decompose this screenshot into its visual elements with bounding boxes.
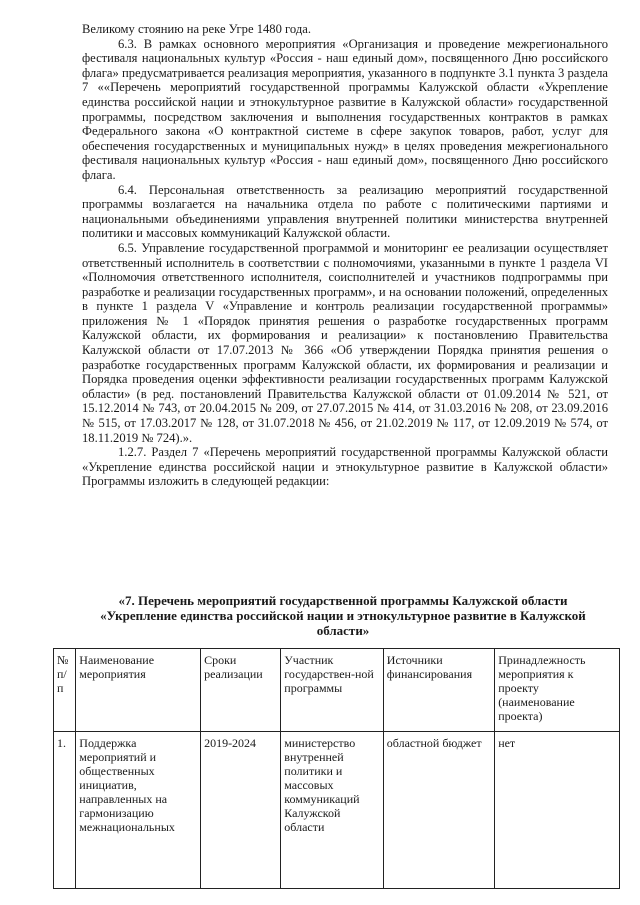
measures-table (53, 648, 620, 889)
paragraph-1-2-7: 1.2.7. Раздел 7 «Перечень мероприятий государственной программы Калужской области «Укрепление единства российской нации и этнокультурное развитие в Калужской области» Программы изложить в следующей редакции: (82, 445, 608, 489)
document-body (82, 22, 608, 489)
header-measure-name: Наименование мероприятия (76, 649, 201, 732)
cell-number: 1. (54, 732, 76, 889)
cell-project: нет (495, 732, 620, 889)
header-project: Принадлежность мероприятия к проекту (наименование проекта) (495, 649, 620, 732)
table-row (54, 732, 620, 889)
intro-line: Великому стоянию на реке Угре 1480 года. (82, 22, 311, 36)
header-period: Сроки реализации (201, 649, 281, 732)
section-heading-line-1: «7. Перечень мероприятий государственной программы Калужской области (118, 593, 568, 608)
cell-period: 2019-2024 (201, 732, 281, 889)
section-heading-line-3: области» (316, 623, 370, 638)
paragraph-6-3: 6.3. В рамках основного мероприятия «Организация и проведение межрегионального фестиваля национальных культур «Россия - наш единый дом», посвященного Дню российского флага» предусматривается реализация мероприятия, указанного в подпункте 3.1 пункта 3 раздела 7 ««Перечень мероприятий государственной программы Калужской области «Укрепление единства российской нации и этнокультурное развитие в Калужской области» государственной программы, посредством заключения и выполнения государственных контрактов в рамках Федерального закона «О контрактной системе в сфере закупок товаров, работ, услуг для обеспечения государственных и муниципальных нужд» в целях проведения межрегионального фестиваля национальных культур «Россия - наш единый дом», посвященного Дню российского флага. (82, 36, 608, 182)
cell-participant: министерство внутренней политики и массовых коммуникаций Калужской области (281, 732, 384, 889)
cell-funding-source: областной бюджет (383, 732, 494, 889)
paragraph-6-5: 6.5. Управление государственной программой и мониторинг ее реализации осуществляет ответственный исполнитель в соответствии с полномочиями, указанными в пункте 1 раздела VI «Полномочия ответственного исполнителя, соисполнителей и участников подпрограммы при разработке и реализации государственных программ», и на основании положений, определенных в пункте 1 раздела V «Управление и контроль реализации государственной программы» приложения № 1 «Порядок принятия решения о разработке государственных программ Калужской области, их формирования и реализации» к постановлению Правительства Калужской области от 17.07.2013 № 366 «Об утверждении Порядка принятия решения о разработке государственных программ Калужской области, их формирования и реализации и Порядка проведения оценки эффективности реализации государственных программ Калужской области» (в ред. постановлений Правительства Калужской области от 01.09.2014 № 521, от 15.12.2014 № 743, от 20.04.2015 № 209, от 27.07.2015 № 414, от 31.03.2016 № 208, от 23.09.2016 № 515, от 17.03.2017 № 128, от 31.07.2018 № 456, от 21.02.2019 № 117, от 12.09.2019 № 574, от 18.11.2019 № 724).». (82, 240, 608, 445)
header-number: № п/п (54, 649, 76, 732)
paragraph-6-4: 6.4. Персональная ответственность за реализацию мероприятий государственной программы возлагается на начальника отдела по работе с политическими партиями и национальными объединениями управления внутренней политики министерства внутренней политики и массовых коммуникаций Калужской области. (82, 182, 608, 241)
table-header-row (54, 649, 620, 732)
header-participant: Участник государствен-ной программы (281, 649, 384, 732)
header-funding-source: Источники финансирования (383, 649, 494, 732)
section-heading (70, 593, 616, 638)
section-heading-line-2: «Укрепление единства российской нации и этнокультурное развитие в Калужской (100, 608, 586, 623)
cell-measure-name: Поддержка мероприятий и общественных инициатив, направленных на гармонизацию межнациональных (76, 732, 201, 889)
